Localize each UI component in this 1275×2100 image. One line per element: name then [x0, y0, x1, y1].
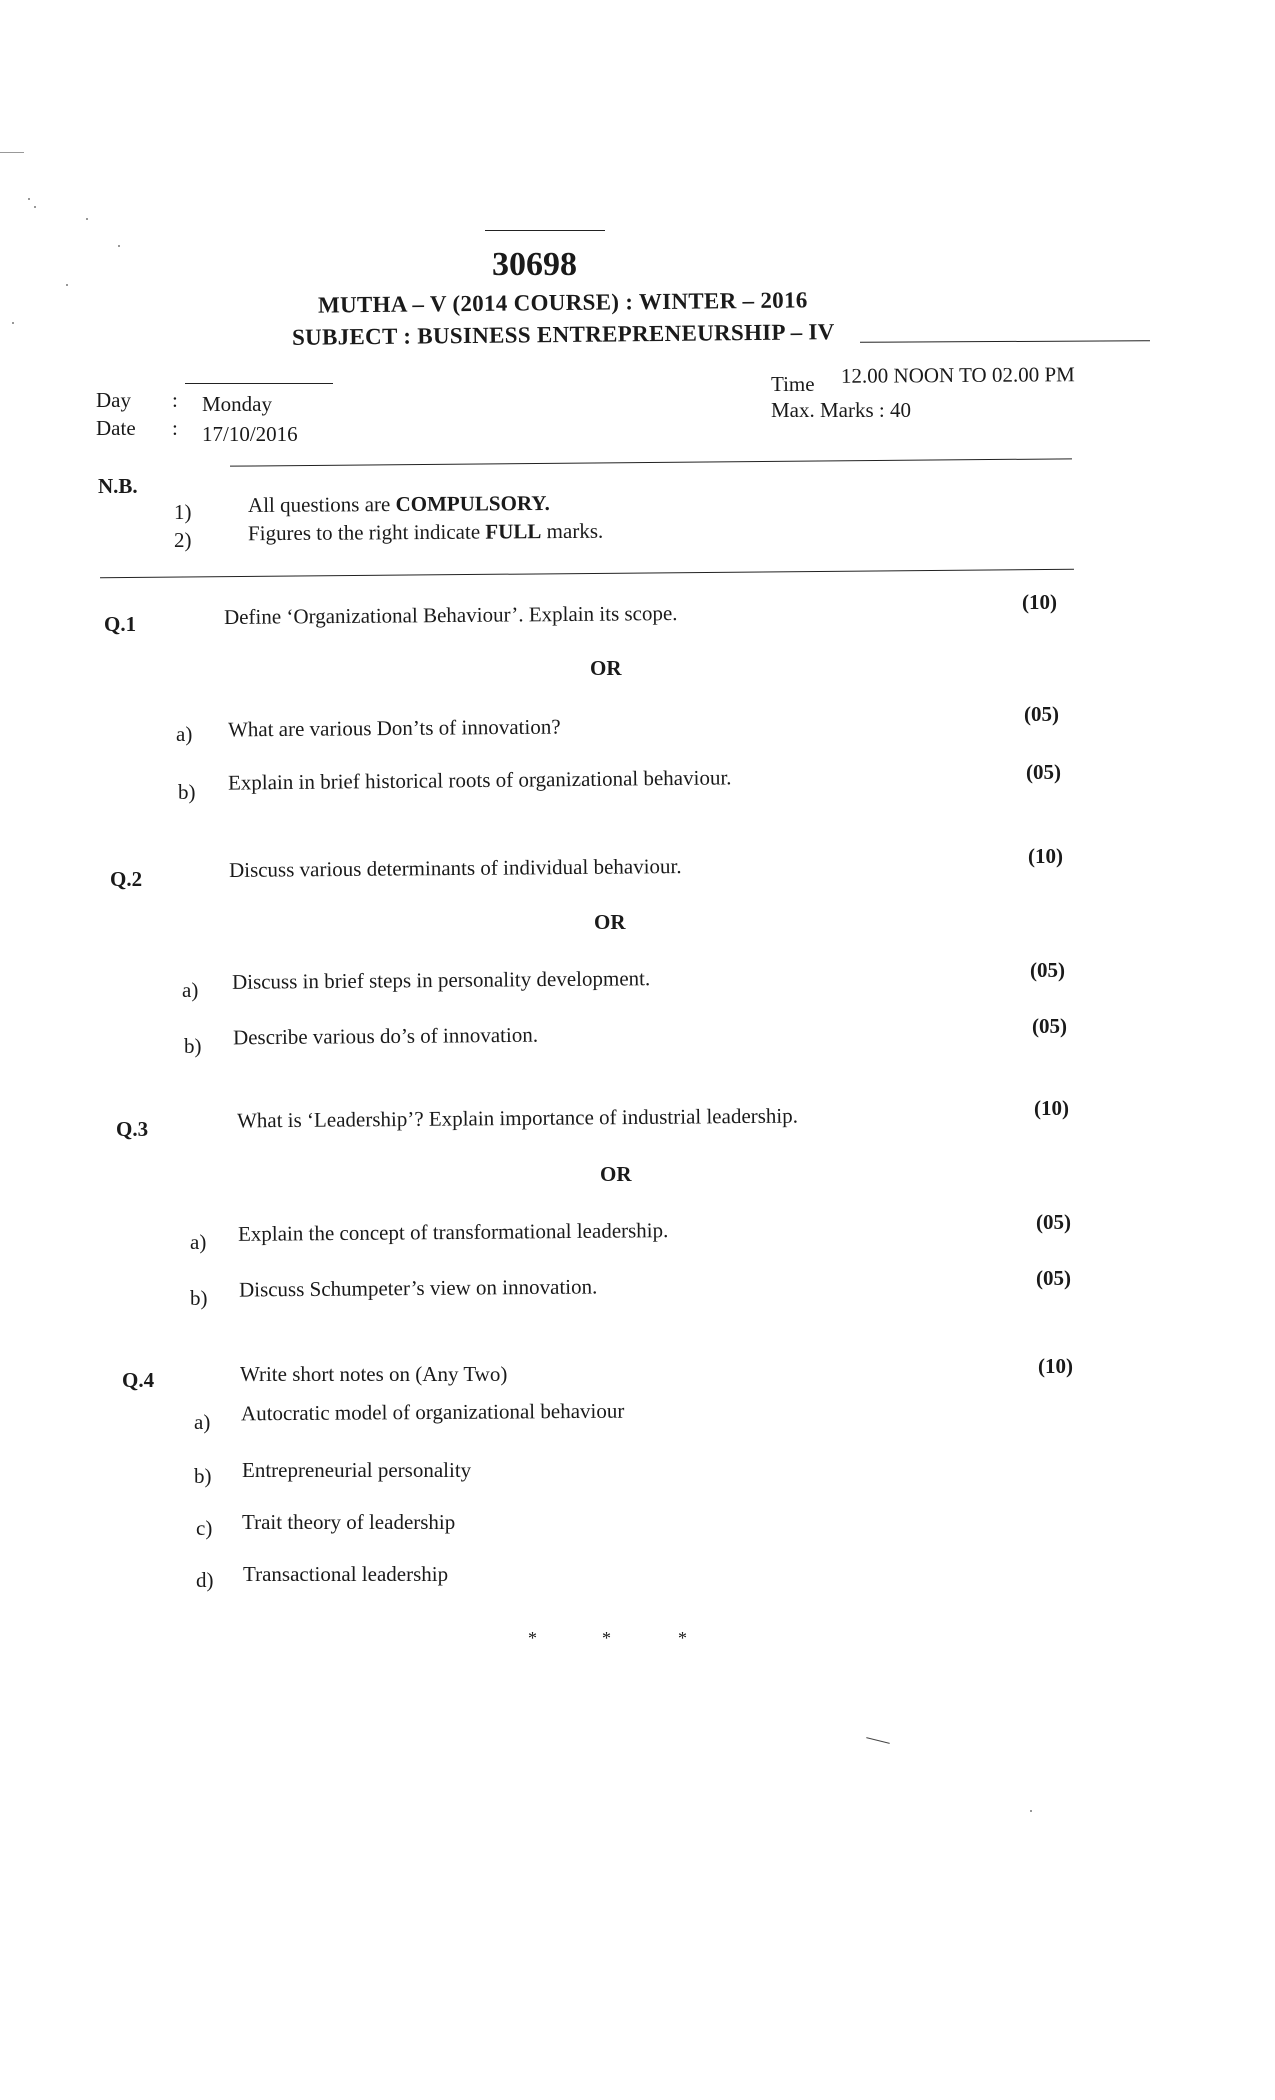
- sub-question-text: Explain in brief historical roots of organizational behaviour.: [227, 765, 732, 795]
- scan-speck: [12, 322, 14, 324]
- sub-question-text: Explain the concept of transformational leadership.: [237, 1218, 669, 1246]
- nb-item-text-end: marks.: [541, 518, 604, 544]
- or-separator: OR: [600, 1162, 632, 1186]
- scan-speck: [1030, 1810, 1032, 1812]
- nb-item-text: Figures to the right indicate: [247, 519, 486, 546]
- day-overline: [185, 383, 333, 384]
- sub-question-label: a): [182, 978, 199, 1002]
- sub-question-marks: (05): [1030, 958, 1065, 982]
- sub-question-marks: (05): [1036, 1266, 1071, 1290]
- nb-item-text: All questions are: [247, 492, 396, 518]
- sub-question-text: What are various Don’ts of innovation?: [227, 714, 561, 742]
- note-item-text: Transactional leadership: [243, 1562, 449, 1586]
- question-number: Q.4: [122, 1368, 155, 1392]
- paper-code: 30698: [492, 246, 577, 283]
- nb-item-emphasis: COMPULSORY.: [395, 490, 550, 517]
- day-value: Monday: [202, 392, 272, 416]
- scan-stroke: [0, 152, 24, 153]
- sub-question-text: Discuss in brief steps in personality development.: [231, 966, 651, 994]
- scan-stroke: [866, 1737, 890, 1744]
- sub-question-marks: (05): [1024, 702, 1059, 726]
- date-label: Date: [96, 416, 136, 440]
- nb-label: N.B.: [98, 474, 138, 498]
- question-marks: (10): [1038, 1354, 1073, 1378]
- subject-line: SUBJECT : BUSINESS ENTREPRENEURSHIP – IV: [291, 319, 835, 350]
- sub-question-marks: (05): [1026, 760, 1061, 784]
- note-item-label: a): [194, 1410, 211, 1434]
- date-value: 17/10/2016: [202, 422, 298, 446]
- sub-question-marks: (05): [1036, 1210, 1071, 1234]
- question-marks: (10): [1028, 844, 1063, 868]
- scan-speck: [118, 245, 120, 247]
- nb-item-number: 2): [174, 528, 192, 552]
- subject-underline: [860, 340, 1150, 343]
- scan-speck: [66, 284, 68, 286]
- or-separator: OR: [594, 910, 626, 934]
- sub-question-label: a): [176, 722, 193, 746]
- scan-speck: [28, 198, 30, 200]
- note-item-text: Entrepreneurial personality: [242, 1458, 472, 1482]
- code-overline: [485, 230, 605, 231]
- end-marker-star: *: [602, 1628, 611, 1648]
- sub-question-label: a): [190, 1230, 207, 1254]
- nb-rule: [100, 569, 1074, 578]
- question-text: What is ‘Leadership’? Explain importance of industrial leadership.: [236, 1103, 799, 1133]
- or-separator: OR: [590, 656, 622, 680]
- end-marker-star: *: [678, 1628, 687, 1648]
- note-item-label: c): [196, 1516, 213, 1540]
- meta-rule: [230, 458, 1072, 466]
- question-marks: (10): [1022, 590, 1057, 614]
- nb-item-emphasis: FULL: [485, 519, 542, 544]
- question-text: Write short notes on (Any Two): [240, 1362, 508, 1386]
- date-separator: :: [172, 416, 178, 440]
- sub-question-label: b): [178, 780, 196, 804]
- sub-question-label: b): [190, 1286, 208, 1310]
- day-label: Day: [96, 388, 131, 412]
- end-marker-star: *: [528, 1628, 537, 1648]
- question-number: Q.3: [116, 1117, 149, 1141]
- note-item-text: Trait theory of leadership: [242, 1510, 456, 1534]
- question-text: Define ‘Organizational Behaviour’. Explain its scope.: [223, 601, 678, 629]
- nb-item-number: 1): [174, 500, 192, 524]
- sub-question-text: Describe various do’s of innovation.: [232, 1022, 539, 1050]
- sub-question-text: Discuss Schumpeter’s view on innovation.: [238, 1274, 598, 1302]
- time-label: Time: [771, 372, 815, 396]
- course-line: MUTHA – V (2014 COURSE) : WINTER – 2016: [317, 287, 808, 318]
- day-separator: :: [172, 388, 178, 412]
- question-number: Q.2: [110, 867, 143, 891]
- sub-question-label: b): [184, 1034, 202, 1058]
- scan-speck: [86, 218, 88, 220]
- question-number: Q.1: [104, 612, 137, 636]
- nb-item: [248, 519, 603, 546]
- time-value: 12.00 NOON TO 02.00 PM: [840, 362, 1075, 388]
- nb-item: [248, 491, 550, 518]
- scan-speck: [34, 206, 36, 208]
- max-marks: Max. Marks : 40: [771, 398, 911, 422]
- note-item-text: Autocratic model of organizational behaviour: [240, 1398, 625, 1426]
- sub-question-marks: (05): [1032, 1014, 1067, 1038]
- note-item-label: d): [196, 1568, 214, 1592]
- question-text: Discuss various determinants of individual behaviour.: [228, 854, 682, 882]
- note-item-label: b): [194, 1464, 212, 1488]
- question-marks: (10): [1034, 1096, 1069, 1120]
